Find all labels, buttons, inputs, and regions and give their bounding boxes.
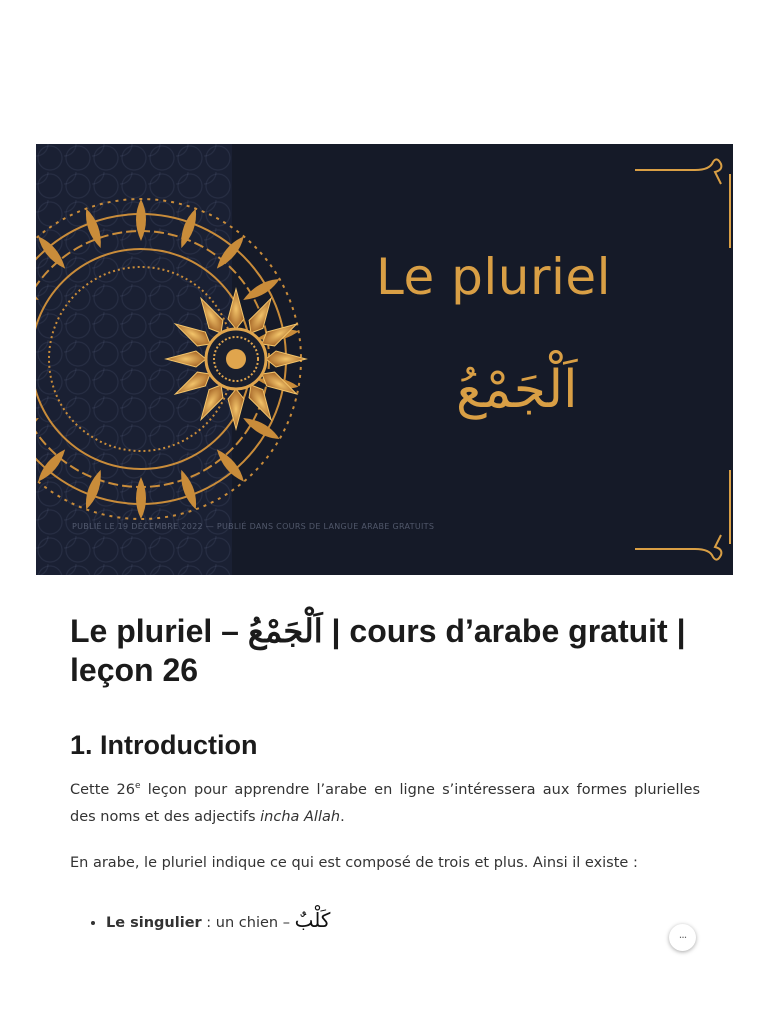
chat-button[interactable]: [669, 924, 696, 951]
plural-list: [88, 903, 330, 940]
list-item-arabic: كَلْبٌ: [294, 908, 331, 932]
intro-text-end: .: [340, 809, 345, 825]
corner-ornament-bottom: [635, 531, 725, 561]
post-meta: PUBLIÉ LE 19 DÉCEMBRE 2022 — PUBLIÉ DANS COURS DE LANGUE ARABE GRATUITS: [72, 522, 435, 531]
corner-ornament-top: [635, 158, 725, 188]
intro-text-start: Cette 26: [70, 782, 136, 798]
page-title: Le pluriel – اَلْجَمْعُ | cours d’arabe gratuit | leçon 26: [70, 613, 686, 688]
intro-text-middle: leçon pour apprendre l’arabe en ligne s’intéressera aux formes plurielles des noms et des adjectifs: [70, 782, 700, 825]
intro-emphasis: incha Allah: [260, 809, 341, 825]
right-border-line: [729, 174, 731, 544]
list-item: [106, 903, 330, 940]
intro-paragraph: [70, 777, 700, 831]
section-heading: 1. Introduction: [70, 730, 258, 760]
ordinal-superscript: e: [135, 781, 141, 792]
hero-arabic-title: اَلْجَمْعُ: [456, 360, 578, 420]
center-mandala: [161, 284, 311, 434]
hero-title: Le pluriel: [376, 248, 612, 306]
hero-image: [36, 144, 733, 575]
ellipsis-chat-icon: ···: [678, 931, 687, 944]
plural-paragraph: En arabe, le pluriel indique ce qui est composé de trois et plus. Ainsi il existe :: [70, 855, 638, 871]
list-item-term: Le singulier: [106, 915, 202, 931]
list-item-desc: : un chien –: [201, 915, 295, 931]
